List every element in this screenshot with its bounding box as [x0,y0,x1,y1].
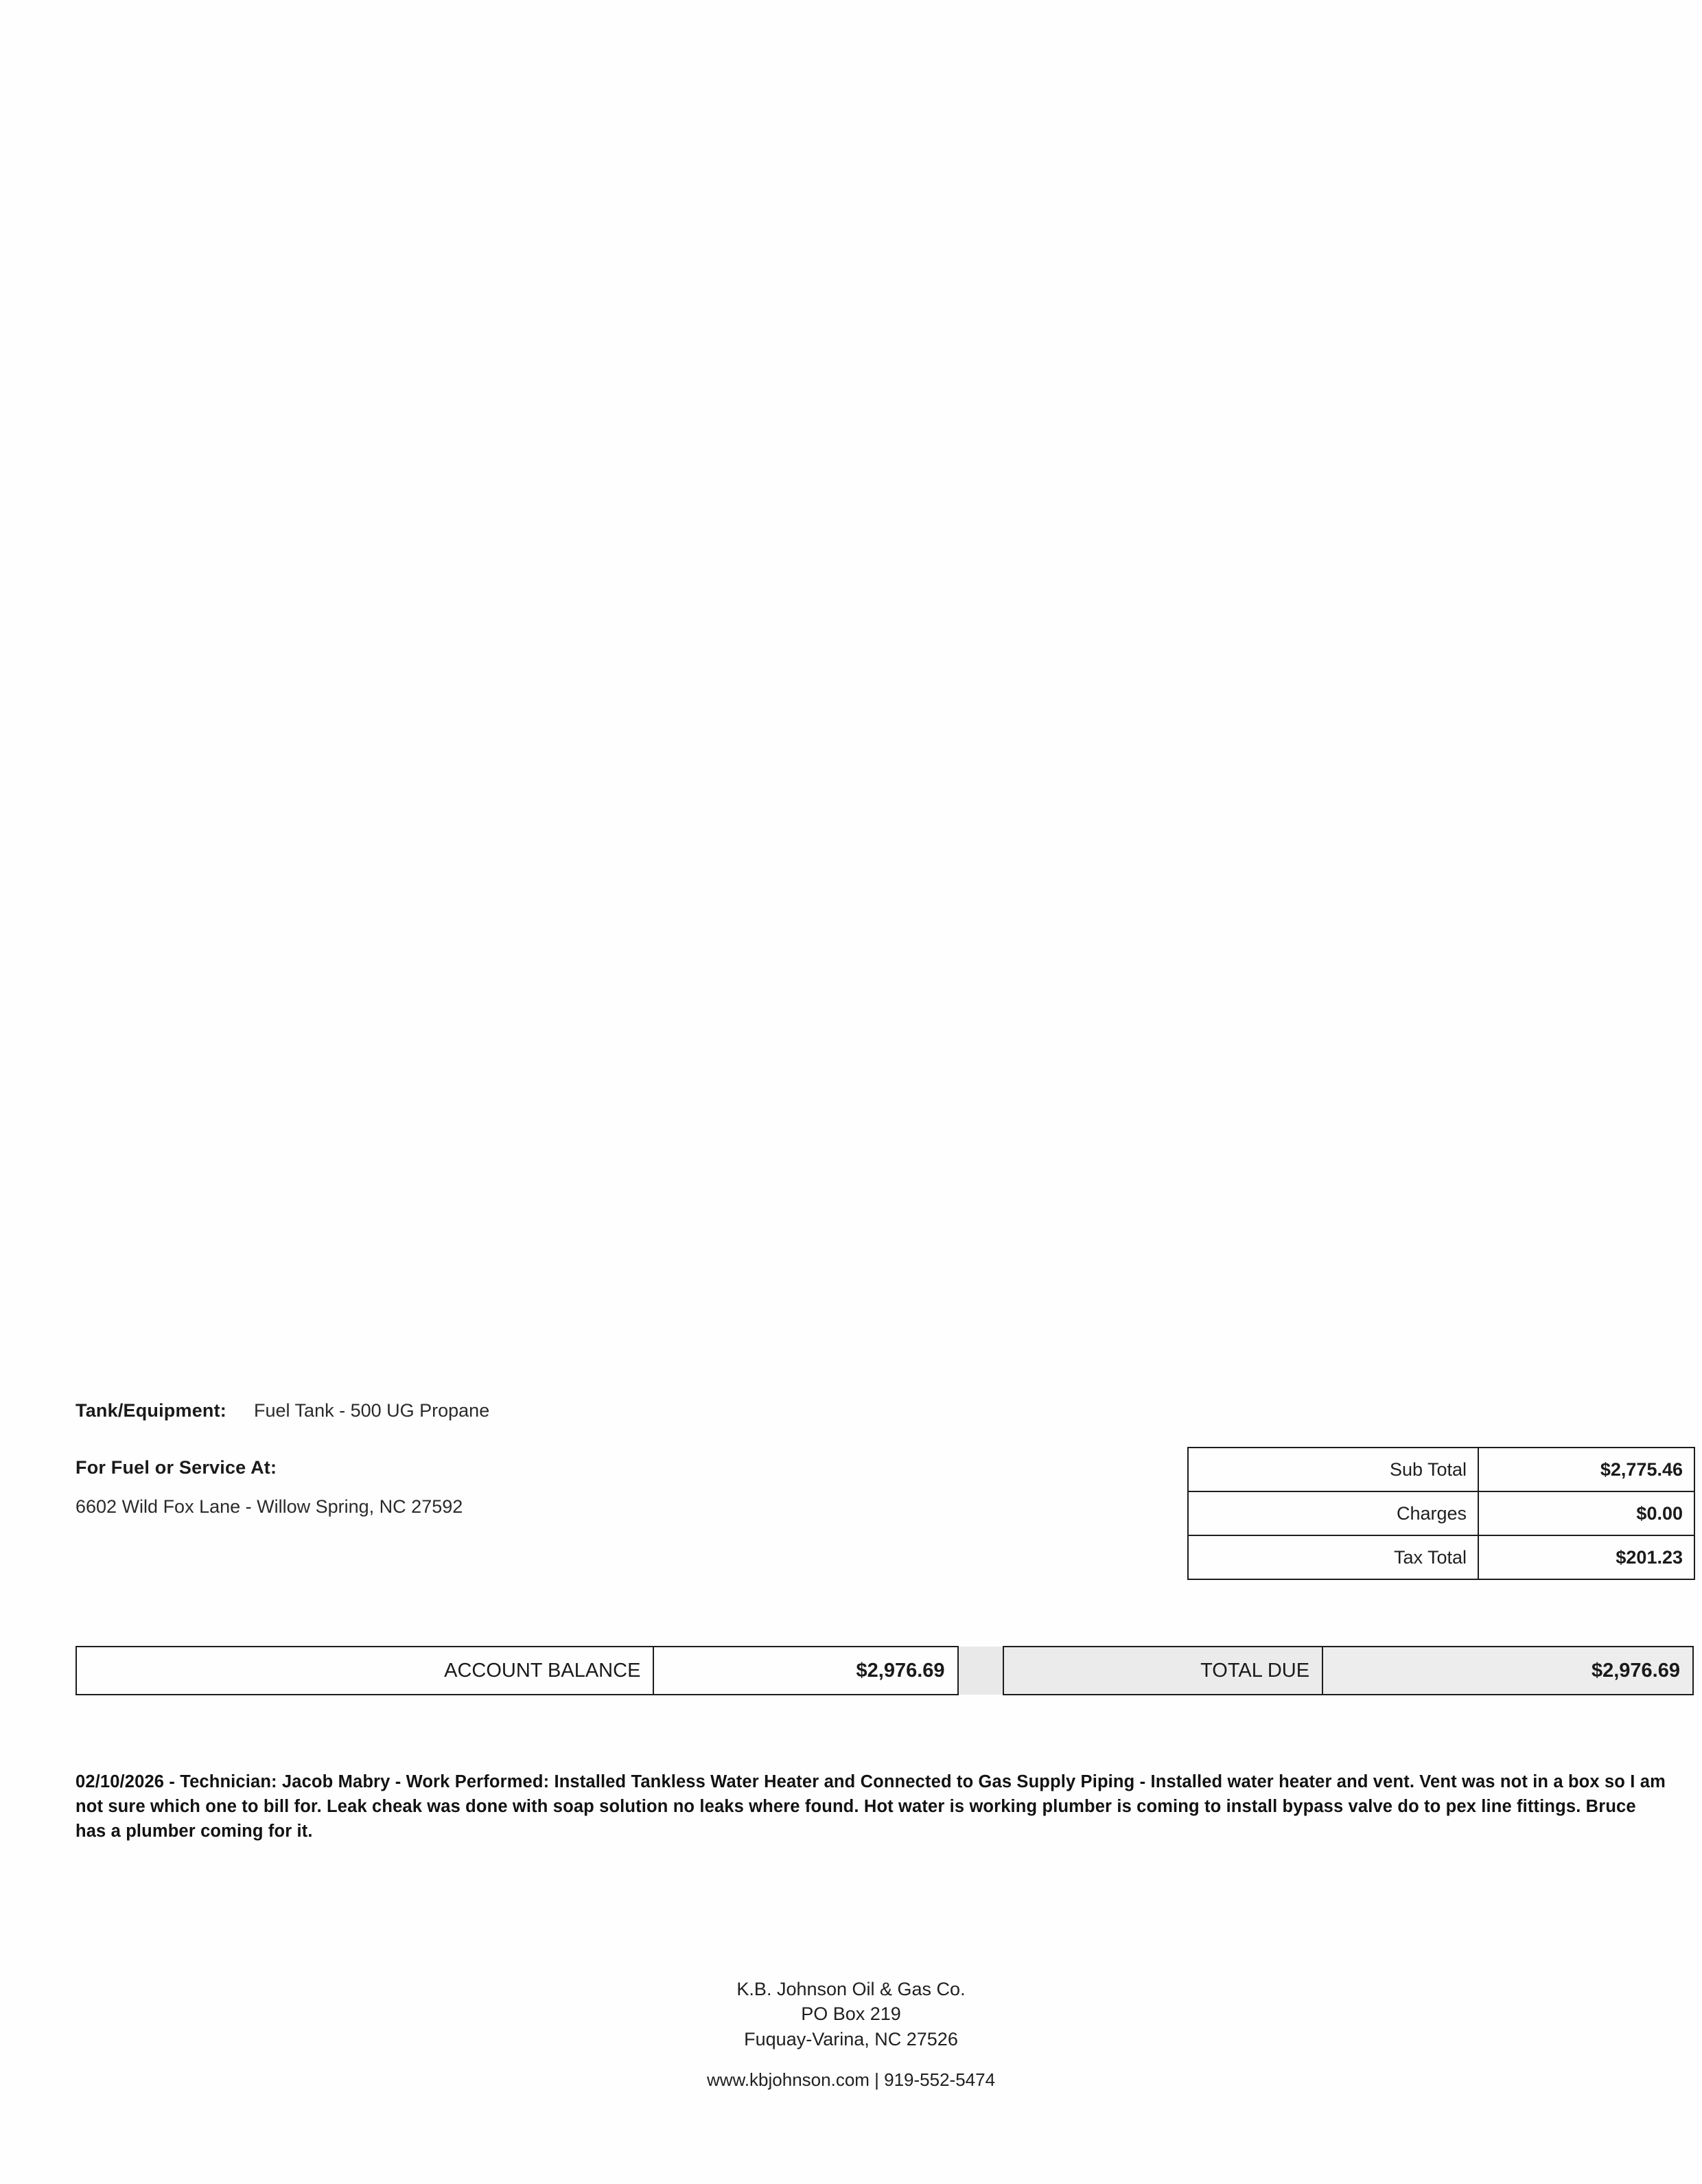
subtotal-label: Sub Total [1188,1448,1478,1491]
footer-city-state-zip: Fuquay-Varina, NC 27526 [744,2028,958,2049]
totals-table [1187,1447,1695,1580]
totals-row-subtotal [1188,1448,1694,1491]
balance-bar [75,1646,1694,1695]
service-address-block [75,1457,1105,1518]
footer-company-name: K.B. Johnson Oil & Gas Co. [736,1979,966,1999]
tank-equipment-value: Fuel Tank - 500 UG Propane [254,1400,490,1421]
footer-po-box: PO Box 219 [801,2003,901,2025]
tax-total-label: Tax Total [1188,1535,1478,1579]
account-balance-label: ACCOUNT BALANCE [129,1647,654,1695]
totals-row-taxtotal [1188,1535,1694,1579]
footer-web-phone: www.kbjohnson.com | 919-552-5474 [706,2069,996,2091]
balance-bar-row [76,1647,1693,1695]
charges-label: Charges [1188,1491,1478,1535]
total-due-amount: $2,976.69 [1322,1647,1693,1695]
page-footer [0,1977,1702,2091]
service-at-label: For Fuel or Service At: [75,1457,277,1478]
tank-equipment-label: Tank/Equipment: [75,1400,227,1421]
subtotal-amount: $2,775.46 [1478,1448,1694,1491]
account-balance-amount: $2,976.69 [653,1647,957,1695]
work-performed-note: 02/10/2026 - Technician: Jacob Mabry - Work Performed: Installed Tankless Water Heater and Connected to Gas Supply Piping - Installed water heater and vent. Vent was not in a box so I am not sure which one to bill for. Leak cheak was done with soap solution no leaks where found. Hot water is working plumber is coming to install bypass valve do to pex line fittings. Bruce has a plumber coming for it. [75,1772,1666,1842]
totals-row-charges [1188,1491,1694,1535]
tax-total-amount: $201.23 [1478,1535,1694,1579]
total-due-label: TOTAL DUE [1003,1647,1322,1695]
balance-bar-gap [958,1647,1004,1695]
charges-amount: $0.00 [1478,1491,1694,1535]
tank-equipment-row [75,1400,1105,1421]
balance-bar-blank-cell [76,1647,129,1695]
service-address-value: 6602 Wild Fox Lane - Willow Spring, NC 27592 [75,1496,463,1517]
service-info-block [75,1400,1105,1518]
